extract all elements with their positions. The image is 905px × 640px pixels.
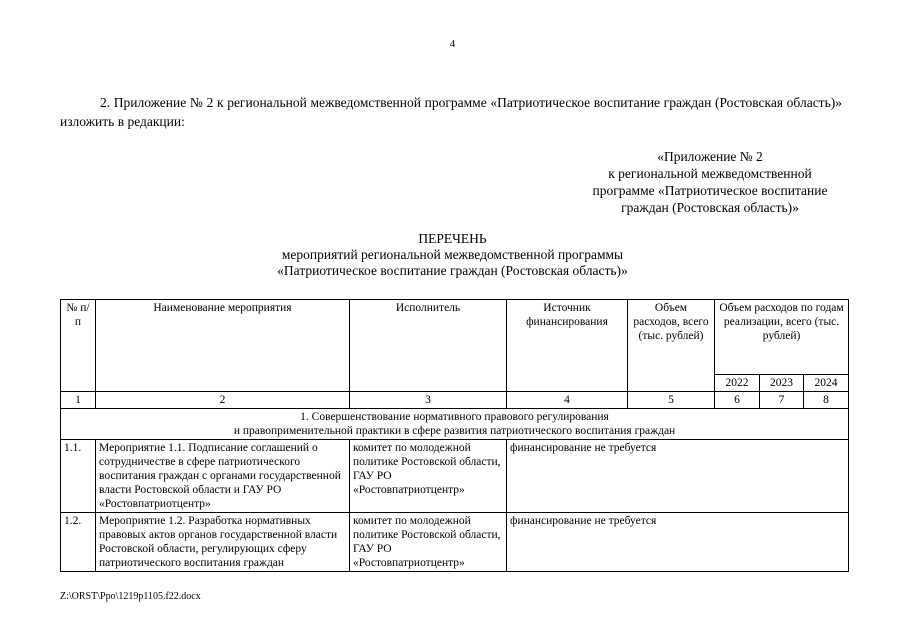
page-number: 4: [449, 38, 456, 50]
row-num: 1.2.: [61, 513, 96, 572]
row-financing: финансирование не требуется: [507, 513, 849, 572]
row-name: Мероприятие 1.1. Подписание соглашений о сотрудничестве в сфере патриотического воспитания граждан с органами государственной власти Ростовской области и ГАУ РО «Ростовпатриотцентр»: [96, 440, 350, 513]
header-executor: Исполнитель: [350, 300, 507, 392]
section-title: [61, 409, 849, 440]
row-executor: комитет по молодежной политике Ростовской области, ГАУ РО «Ростовпатриотцентр»: [350, 513, 507, 572]
annex-caption: [560, 148, 860, 216]
header-year-2024: 2024: [804, 375, 849, 392]
section-title-line: 1. Совершенствование нормативного правового регулирования: [300, 411, 609, 423]
header-num: № п/п: [61, 300, 96, 392]
file-path-footer: Z:\ORST\Ppo\1219p1105.f22.docx: [60, 591, 201, 602]
column-number: 6: [715, 392, 760, 409]
header-by-years: Объем расходов по годам реализации, всего (тыс. рублей): [715, 300, 849, 375]
heading-line: мероприятий региональной межведомственной программы: [281, 247, 624, 262]
heading-line: «Патриотическое воспитание граждан (Ростовская область)»: [277, 263, 628, 278]
header-year-2022: 2022: [715, 375, 760, 392]
header-year-2023: 2023: [760, 375, 804, 392]
table-column-numbers-row: [61, 392, 849, 409]
table-row: [61, 440, 849, 513]
column-number: 2: [96, 392, 350, 409]
header-total: Объем расходов, всего (тыс. рублей): [628, 300, 715, 392]
row-name: Мероприятие 1.2. Разработка нормативных правовых актов органов государственной власти Ростовской области, регулирующих сферу патриотического воспитания граждан: [96, 513, 350, 572]
header-name: Наименование мероприятия: [96, 300, 350, 392]
annex-line: граждан (Ростовская область)»: [621, 200, 799, 215]
header-source: Источник финансирования: [507, 300, 628, 392]
column-number: 1: [61, 392, 96, 409]
column-number: 3: [350, 392, 507, 409]
column-number: 5: [628, 392, 715, 409]
annex-line: «Приложение № 2: [657, 149, 763, 164]
table-row: [61, 513, 849, 572]
row-executor: комитет по молодежной политике Ростовской области, ГАУ РО «Ростовпатриотцентр»: [350, 440, 507, 513]
heading-title: ПЕРЕЧЕНЬ: [418, 231, 487, 246]
column-number: 7: [760, 392, 804, 409]
row-financing: финансирование не требуется: [507, 440, 849, 513]
column-number: 4: [507, 392, 628, 409]
table-header-row: [61, 300, 849, 375]
annex-line: к региональной межведомственной: [608, 166, 812, 181]
intro-paragraph: 2. Приложение № 2 к региональной межведомственной программе «Патриотическое воспитание граждан (Ростовская область)» изложить в редакции:: [60, 95, 842, 129]
row-num: 1.1.: [61, 440, 96, 513]
column-number: 8: [804, 392, 849, 409]
section-title-line: и правоприменительной практики в сфере развития патриотического воспитания граждан: [233, 425, 676, 437]
section-row: [61, 409, 849, 440]
measures-table: [60, 299, 849, 572]
annex-line: программе «Патриотическое воспитание: [592, 183, 828, 198]
document-heading: [0, 231, 905, 279]
